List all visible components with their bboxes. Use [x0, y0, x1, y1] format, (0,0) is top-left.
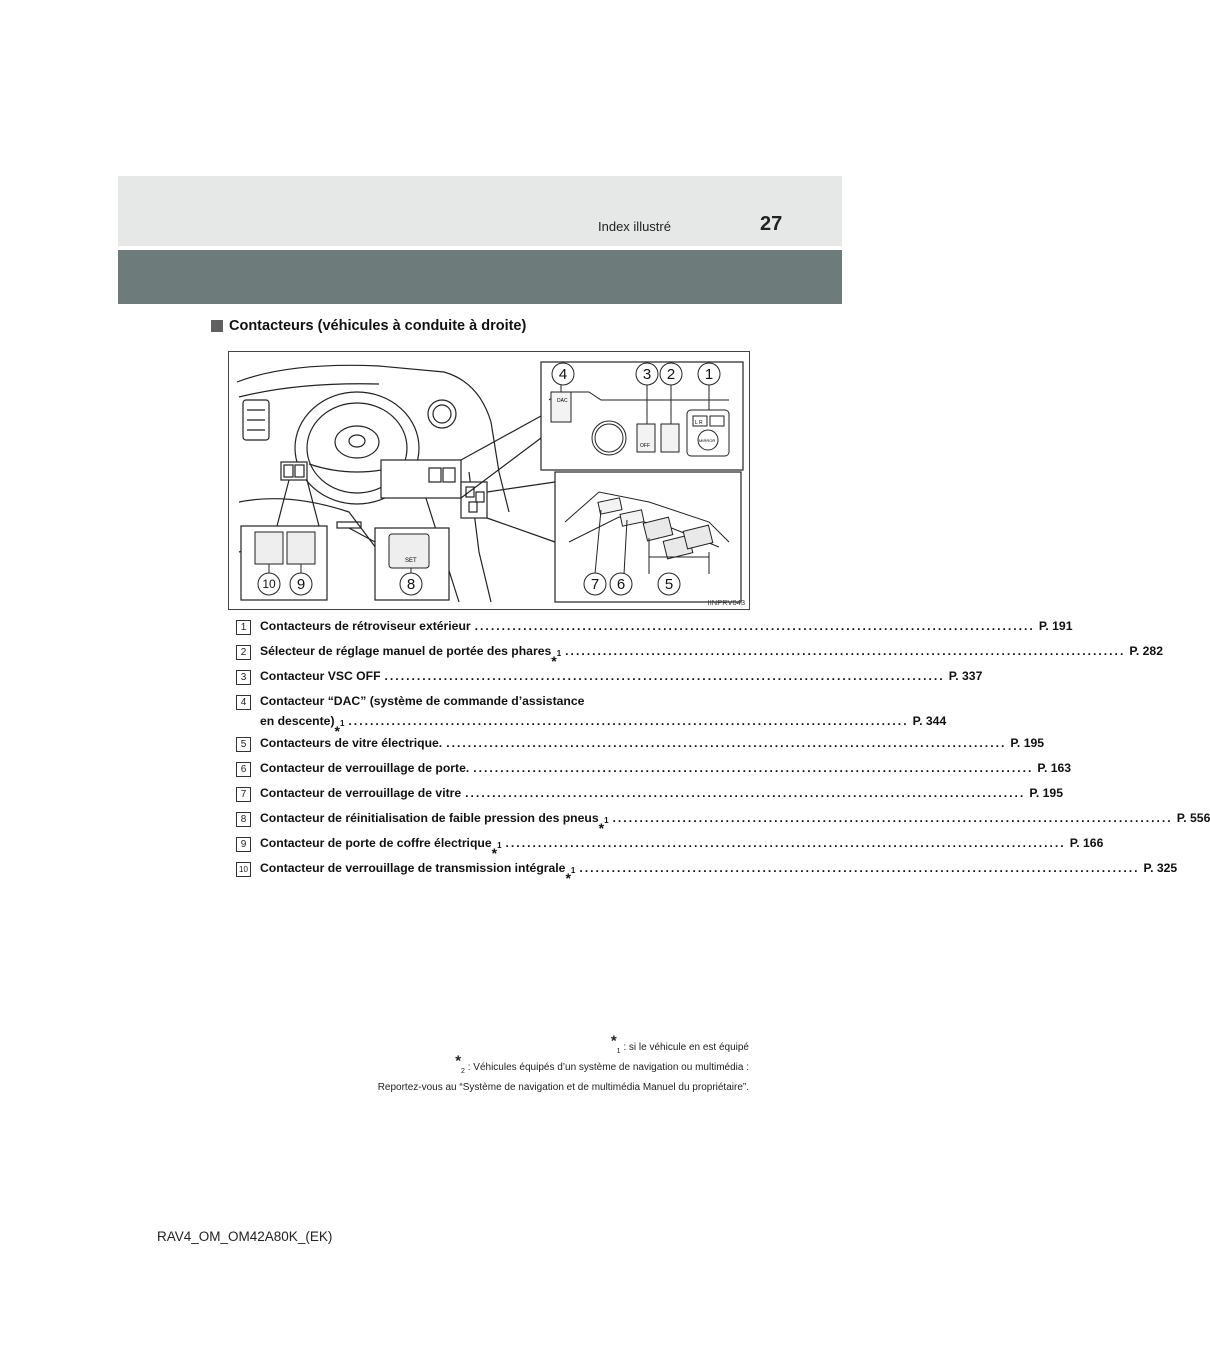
- section-title-text: Contacteurs (véhicules à conduite à droite): [229, 318, 527, 334]
- mirror-switch-label: MIRROR: [699, 438, 716, 443]
- item-number: 2: [236, 645, 251, 660]
- item-number: 4: [236, 695, 251, 710]
- footnotes: [377, 1032, 749, 1096]
- inset-door-switches: [555, 472, 741, 602]
- svg-text:2: 2: [666, 366, 676, 383]
- item-page-ref[interactable]: P. 337: [948, 669, 983, 683]
- footnote-1: $*_1$ : si le véhicule en est équipé: [610, 1032, 749, 1055]
- item-label: Contacteur VSC OFF: [260, 669, 381, 683]
- item-label: Contacteur de verrouillage de porte.: [260, 761, 470, 775]
- list-item: 1 Contacteurs de rétroviseur extérieur ........................................................................................................ P. 191: [236, 619, 720, 644]
- svg-text:1: 1: [704, 366, 714, 383]
- item-page-ref[interactable]: P. 282: [1129, 644, 1163, 658]
- footnote-2-continued: Reportez-vous au “Système de navigation et de multimédia Manuel du propriétaire”.: [377, 1082, 749, 1093]
- callout-10: [258, 573, 280, 595]
- header-band: [118, 176, 842, 246]
- item-label: Contacteur de verrouillage de vitre: [260, 786, 462, 800]
- item-label: Contacteur de verrouillage de transmission intégrale: [260, 861, 566, 875]
- item-label-continued: en descente): [260, 714, 335, 728]
- item-number: 7: [236, 787, 251, 802]
- switch-index-list: [236, 619, 1210, 886]
- switch-illustration: [228, 351, 750, 610]
- footnote-ref: 1: [497, 841, 502, 850]
- item-page-ref[interactable]: P. 556: [1176, 811, 1210, 825]
- item-page-ref[interactable]: P. 163: [1037, 761, 1072, 775]
- footnote-ref: 1: [339, 719, 345, 728]
- svg-text:6: 6: [616, 576, 626, 593]
- page-number: 27: [760, 213, 783, 235]
- mirror-lr-label: L R: [695, 420, 703, 426]
- list-item: 10 Contacteur de verrouillage de transmission intégrale * $_1$ ........................................................................................................ P. 325: [236, 861, 720, 886]
- footnote-ref: 1: [604, 816, 609, 825]
- svg-text:3: 3: [642, 366, 652, 383]
- dashboard-drawing: [229, 352, 751, 611]
- item-label: Contacteur “DAC” (système de commande d’assistance: [260, 694, 585, 708]
- item-number: 5: [236, 737, 251, 752]
- document-id: RAV4_OM_OM42A80K_(EK): [157, 1229, 333, 1244]
- callout-8: [400, 573, 422, 595]
- item-label: Sélecteur de réglage manuel de portée des phares: [260, 644, 552, 658]
- footnote-2: $*_2$ : Véhicules équipés d’un système de navigation ou multimédia :: [455, 1052, 749, 1075]
- item-page-ref[interactable]: P. 166: [1069, 836, 1104, 850]
- list-item: 5 Contacteurs de vitre électrique. ........................................................................................................ P. 195: [236, 736, 720, 761]
- item-page-ref[interactable]: P. 344: [912, 714, 947, 728]
- inset-awd-tailgate-switches: [241, 526, 327, 600]
- list-item: 8 Contacteur de réinitialisation de faible pression des pneus * $_1$ ........................................................................................................ P. 556: [236, 811, 720, 836]
- callout-2: [660, 363, 682, 385]
- list-item: 3 Contacteur VSC OFF ........................................................................................................ P. 337: [236, 669, 720, 694]
- section-heading: [211, 318, 526, 334]
- list-item: 7 Contacteur de verrouillage de vitre ........................................................................................................ P. 195: [236, 786, 720, 811]
- callout-3: [636, 363, 658, 385]
- item-label: Contacteurs de rétroviseur extérieur: [260, 619, 471, 633]
- callout-5: [658, 573, 680, 595]
- callout-6: [610, 573, 632, 595]
- item-number: 6: [236, 762, 251, 777]
- item-page-ref[interactable]: P. 191: [1038, 619, 1073, 633]
- item-label: Contacteurs de vitre électrique.: [260, 736, 443, 750]
- footnote-1-mark: 1: [616, 1048, 621, 1055]
- svg-text:4: 4: [558, 366, 568, 383]
- svg-text:10: 10: [262, 577, 276, 591]
- footnote-2-mark: 2: [461, 1068, 465, 1075]
- list-item: 2 Sélecteur de réglage manuel de portée des phares * $_1$ ........................................................................................................ P. 282: [236, 644, 720, 669]
- header-section-title: Index illustré: [598, 219, 671, 234]
- item-page-ref[interactable]: P. 195: [1029, 786, 1063, 800]
- item-number: 10: [236, 862, 251, 877]
- item-label: Contacteur de porte de coffre électrique: [260, 836, 492, 850]
- figure-code: IINPRV043: [707, 598, 745, 607]
- svg-text:8: 8: [406, 576, 416, 593]
- item-number: 9: [236, 837, 251, 852]
- item-number: 8: [236, 812, 251, 827]
- svg-text:7: 7: [590, 576, 600, 593]
- vsc-switch-label: OFF: [640, 443, 650, 449]
- item-page-ref[interactable]: P. 195: [1010, 736, 1045, 750]
- item-label: Contacteur de réinitialisation de faible pression des pneus: [260, 811, 599, 825]
- svg-text:5: 5: [664, 576, 674, 593]
- item-number: 1: [236, 620, 251, 635]
- footnote-1-text: : si le véhicule en est équipé: [623, 1042, 749, 1053]
- section-square-icon: [211, 320, 223, 332]
- callout-9: [290, 573, 312, 595]
- item-number: 3: [236, 670, 251, 685]
- footnote-ref: 1: [556, 649, 562, 658]
- list-item: 6 Contacteur de verrouillage de porte. ........................................................................................................ P. 163: [236, 761, 720, 786]
- callout-1: [698, 363, 720, 385]
- footnote-2-text: : Véhicules équipés d’un système de navigation ou multimédia :: [467, 1062, 749, 1073]
- list-item: 9 Contacteur de porte de coffre électrique * $_1$ ........................................................................................................ P. 166: [236, 836, 720, 861]
- dac-switch-label: DAC: [557, 398, 568, 404]
- item-page-ref[interactable]: P. 325: [1143, 861, 1178, 875]
- set-switch-label: SET: [405, 558, 417, 564]
- svg-text:9: 9: [296, 576, 306, 593]
- list-item: 4 Contacteur “DAC” (système de commande d’assistance en descente) * $_1$ ........................................................................................................ P. 344: [236, 694, 720, 736]
- footnote-ref: 1: [570, 866, 576, 875]
- callout-4: [552, 363, 574, 385]
- header-bar: [118, 250, 842, 304]
- callout-7: [584, 573, 606, 595]
